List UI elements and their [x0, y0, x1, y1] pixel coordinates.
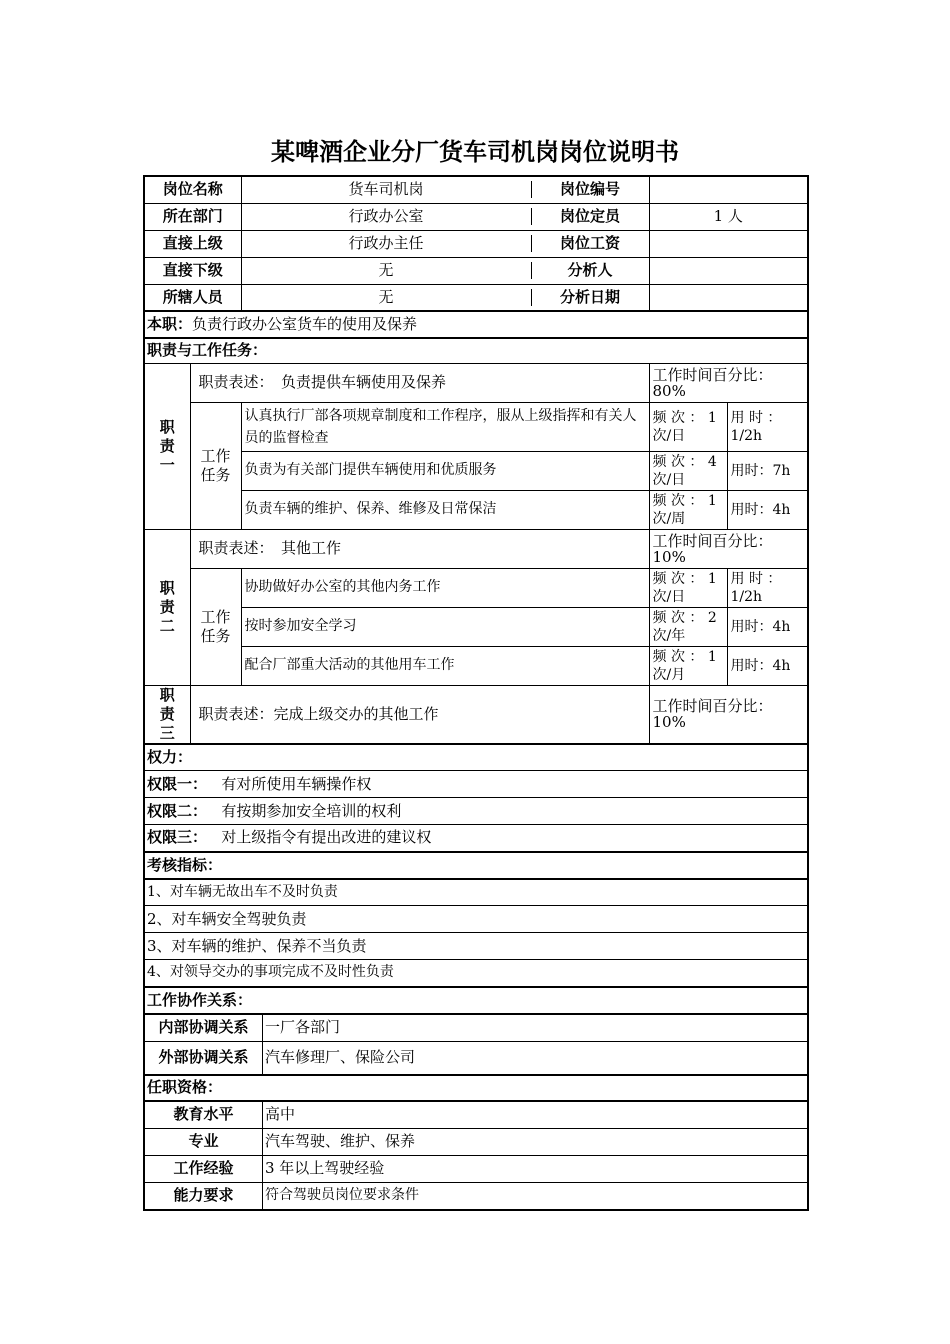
- label-analyst: 分析人: [567, 262, 613, 279]
- kpi-header: 考核指标：: [144, 852, 808, 879]
- internal-label: 内部协调关系: [145, 1015, 263, 1041]
- value-department: 行政办公室: [242, 208, 532, 225]
- basic-row-4: [144, 257, 808, 284]
- label-department: 所在部门: [144, 203, 241, 230]
- relations-header-row: [144, 987, 808, 1014]
- power-2-label: 权限二：: [147, 801, 208, 820]
- qual-1-text: 高中: [265, 1105, 296, 1123]
- benzhi-text: 负责行政办公室货车的使用及保养: [192, 315, 418, 333]
- label-analysis-date: 分析日期: [560, 288, 621, 306]
- duty1-task-3-freq: 频 次 ： 1次/周: [649, 490, 727, 529]
- value-superior: 行政办主任: [242, 235, 532, 252]
- duty1-desc-row: [144, 363, 808, 402]
- power-row-1: [144, 771, 808, 798]
- value-subordinate: 无: [242, 262, 532, 279]
- duty3-pct: 工作时间百分比：10%: [649, 685, 808, 744]
- label-position-code: 岗位编号: [560, 181, 621, 199]
- value-analyst: [649, 257, 808, 284]
- power-header: 权力：: [144, 744, 808, 771]
- duty2-task-row-1: [144, 568, 808, 607]
- value-staff: 无: [242, 289, 532, 306]
- power-header-row: [144, 744, 808, 771]
- duty1-task-1-time: 用 时 ： 1/2h: [727, 402, 808, 451]
- duty2-task-row-2: [144, 607, 808, 646]
- duty3-desc: 职责表述：完成上级交办的其他工作: [190, 685, 649, 744]
- label-staff: 所辖人员: [144, 284, 241, 311]
- external-label: 外部协调关系: [145, 1042, 263, 1074]
- duty2-task-2: 按时参加安全学习: [241, 607, 649, 646]
- duty1-label: 职 责 一: [144, 363, 190, 529]
- duty1-task-1-freq: 频 次 ： 1次/日: [649, 402, 727, 451]
- duty2-desc-row: [144, 529, 808, 568]
- duty1-pct: 工作时间百分比：80%: [649, 363, 808, 402]
- duty1-task-3-time: 用时：4h: [727, 490, 808, 529]
- value-analysis-date: [649, 284, 808, 311]
- duty2-task-2-freq: 频 次 ： 2次/年: [649, 607, 727, 646]
- qual-4-label: 能力要求: [145, 1183, 263, 1209]
- duty2-task-3: 配合厂部重大活动的其他用车工作: [241, 646, 649, 685]
- power-1-text: 有对所使用车辆操作权: [221, 774, 372, 793]
- label-subordinate: 直接下级: [144, 257, 241, 284]
- qual-2-label: 专业: [145, 1129, 263, 1155]
- power-3-text: 对上级指令有提出改进的建议权: [221, 828, 432, 847]
- kpi-item-3: 3、对车辆的维护、保养不当负责: [144, 933, 808, 960]
- kpi-header-row: [144, 852, 808, 879]
- duty2-task-row-3: [144, 646, 808, 685]
- duty2-desc: 职责表述： 其他工作: [190, 529, 649, 568]
- basic-row-2: [144, 203, 808, 230]
- qual-row-2: [144, 1128, 808, 1155]
- label-position-name: 岗位名称: [144, 176, 241, 203]
- kpi-row-1: [144, 879, 808, 906]
- duty1-desc: 职责表述： 负责提供车辆使用及保养: [190, 363, 649, 402]
- duty2-task-1-freq: 频 次 ： 1次/日: [649, 568, 727, 607]
- relations-internal-row: [144, 1014, 808, 1042]
- qual-row-3: [144, 1155, 808, 1182]
- external-text: 汽车修理厂、保险公司: [265, 1048, 416, 1066]
- relations-external-row: [144, 1041, 808, 1075]
- job-description-sheet: [143, 175, 807, 1211]
- duty3-label: 职 责 三: [144, 685, 190, 744]
- power-row-3: [144, 825, 808, 852]
- power-row-2: [144, 798, 808, 825]
- duty2-task-label: 工作 任务: [190, 568, 241, 685]
- duty2-task-1: 协助做好办公室的其他内务工作: [241, 568, 649, 607]
- label-superior: 直接上级: [144, 230, 241, 257]
- duty2-task-3-time: 用时：4h: [727, 646, 808, 685]
- duty1-task-2: 负责为有关部门提供车辆使用和优质服务: [241, 451, 649, 490]
- duty3-row: [144, 685, 808, 744]
- value-headcount: 1 人: [649, 203, 808, 230]
- duty1-task-row-3: [144, 490, 808, 529]
- basic-row-3: [144, 230, 808, 257]
- duty1-task-row-2: [144, 451, 808, 490]
- kpi-row-2: [144, 906, 808, 933]
- qual-header-row: [144, 1075, 808, 1101]
- power-3-label: 权限三：: [147, 828, 208, 847]
- duty1-task-2-freq: 频 次 ： 4次/日: [649, 451, 727, 490]
- duty2-task-2-time: 用时：4h: [727, 607, 808, 646]
- duty2-task-3-freq: 频 次 ： 1次/月: [649, 646, 727, 685]
- basic-row-5: [144, 284, 808, 311]
- power-2-text: 有按期参加安全培训的权利: [221, 801, 402, 820]
- duties-header: 职责与工作任务：: [144, 338, 808, 363]
- kpi-item-4: 4、对领导交办的事项完成不及时性负责: [144, 960, 808, 987]
- duty1-task-3: 负责车辆的维护、保养、维修及日常保洁: [241, 490, 649, 529]
- value-position-name: 货车司机岗: [242, 181, 532, 198]
- basic-row-1: [144, 176, 808, 203]
- benzhi-row: [144, 311, 808, 338]
- kpi-row-3: [144, 933, 808, 960]
- duty2-task-1-time: 用 时 ： 1/2h: [727, 568, 808, 607]
- label-headcount: 岗位定员: [560, 208, 621, 225]
- qual-3-text: 3 年以上驾驶经验: [265, 1159, 385, 1177]
- duty1-task-1: 认真执行厂部各项规章制度和工作程序，服从上级指挥和有关人员的监督检查: [241, 402, 649, 451]
- qual-2-text: 汽车驾驶、维护、保养: [265, 1132, 416, 1150]
- qual-3-label: 工作经验: [145, 1156, 263, 1182]
- duties-header-row: [144, 338, 808, 363]
- job-table: [143, 175, 809, 1211]
- internal-text: 一厂各部门: [265, 1018, 341, 1036]
- duty1-task-2-time: 用时：7h: [727, 451, 808, 490]
- duty2-label: 职 责 二: [144, 529, 190, 685]
- qual-4-text: 符合驾驶员岗位要求条件: [265, 1187, 419, 1203]
- kpi-item-2: 2、对车辆安全驾驶负责: [144, 906, 808, 933]
- duty1-task-row-1: [144, 402, 808, 451]
- power-1-label: 权限一：: [147, 774, 208, 793]
- qual-row-1: [144, 1101, 808, 1129]
- benzhi-label: 本职：: [147, 315, 193, 333]
- relations-header: 工作协作关系：: [144, 987, 808, 1014]
- kpi-row-4: [144, 960, 808, 987]
- qual-header: 任职资格：: [144, 1075, 808, 1101]
- value-position-code: [649, 176, 808, 203]
- value-salary: [649, 230, 808, 257]
- qual-row-4: [144, 1182, 808, 1210]
- duty1-task-label: 工作 任务: [190, 402, 241, 529]
- kpi-item-1: 1、对车辆无故出车不及时负责: [144, 879, 808, 906]
- duty2-pct: 工作时间百分比：10%: [649, 529, 808, 568]
- label-salary: 岗位工资: [560, 235, 621, 252]
- page-title: 某啤酒企业分厂货车司机岗岗位说明书: [271, 138, 679, 166]
- qual-1-label: 教育水平: [145, 1102, 263, 1128]
